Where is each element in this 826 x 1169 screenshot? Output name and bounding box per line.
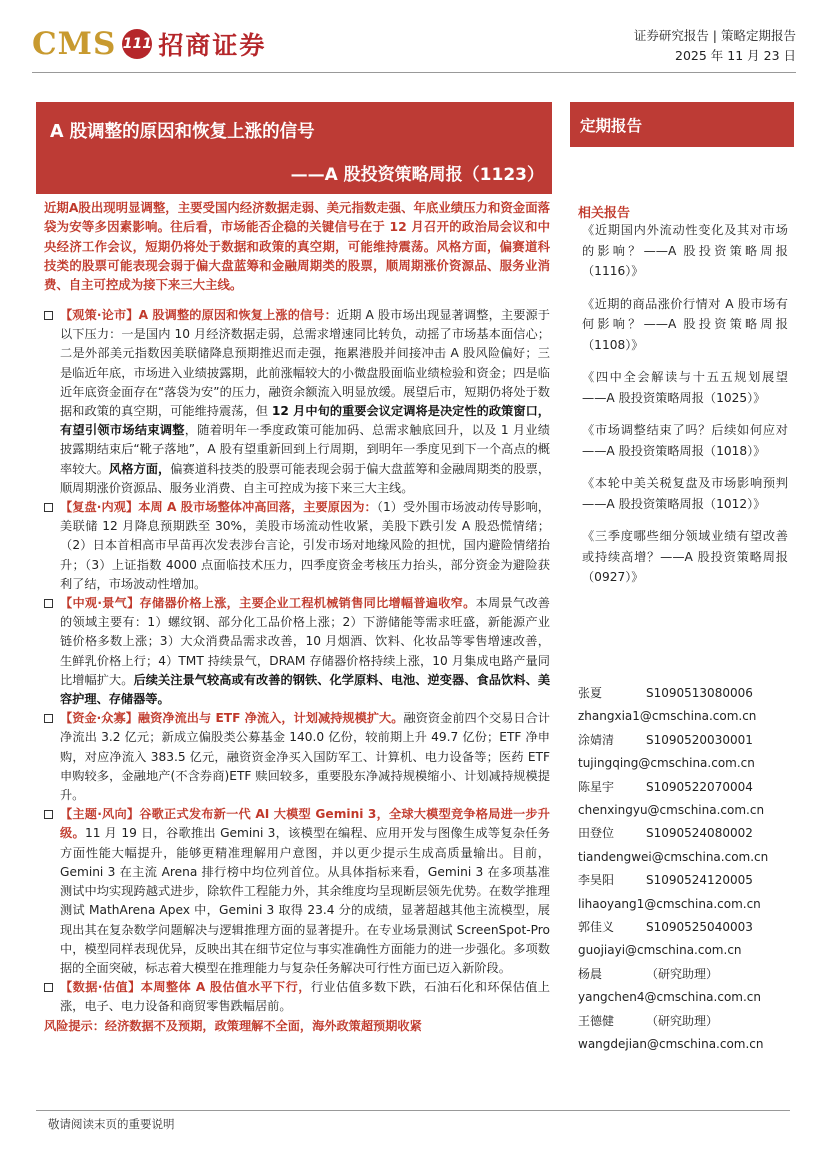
paragraph-text: ，随着明年一季度政策可能加码、总需求触底回升，以及 1 月业绩披露期结束后“靴子落地”，A 股有望重新回到上行周期，到明年一季度见到下一个高点的概率较大。 [60, 423, 550, 476]
bullet-square-icon [44, 714, 53, 723]
related-report-link[interactable]: 《近期国内外流动性变化及其对市场的影响？——A 股投资策略周报（1116）》 [582, 223, 788, 278]
company-logo [32, 24, 266, 64]
analyst-cert-id: S1090522070004 [646, 779, 753, 794]
bullet-square-icon [44, 810, 53, 819]
paragraph-text: 风格方面， [109, 461, 171, 476]
bullet-square-icon [44, 311, 53, 320]
analyst-row [578, 776, 788, 799]
bullet-paragraph [44, 805, 550, 978]
report-type: 证券研究报告 | 策略定期报告 [633, 28, 796, 43]
logo-mark-icon: 111 [122, 29, 152, 59]
related-reports-title: 相关报告 [578, 206, 631, 221]
analyst-cert-id: S1090520030001 [646, 732, 753, 747]
title-banner [36, 102, 552, 194]
paragraph-text: 11 月 19 日，谷歌推出 Gemini 3，该模型在编程、应用开发与图像生成等复杂任务方面性能大幅提升，能够更精准理解用户意图，并以更少提示生成高质量输出。目前，Gemini 3 在主流 Arena 排行榜中均位列首位。从具体指标来看，Gemini 3 在多项基准测试中均实现跨越式进步，除软件工程能力外，其余维度均呈现断层领先优势。在数学推理测试 MathArena Apex 中，Gemini 3 取得 23.4 分的成绩，显著超越其他主流模型，展现出其在复杂数学问题解决与逻辑推理方面的显著提升。在专业场景测试 ScreenSpot-Pro 中，模型同样表现优异，反映出其在细节定位与事实准确性方面能力的进一步强化。多项数据的全面突破，标志着大模型在推理能力与复杂任务解决可行性方面已迈入新阶段。 [60, 826, 551, 975]
bullet-paragraph [44, 498, 550, 594]
bullet-paragraph [44, 978, 550, 1016]
paragraph-text: 偏赛道科技类的股票可能表现会弱于偏大盘蓝筹和金融周期类的股票，顺周期涨价资源品、服务业消费、自主可控成为接下来三大主线。 [60, 461, 551, 495]
analyst-cert-id: S1090525040003 [646, 920, 753, 935]
analyst-email[interactable]: guojiayi@cmschina.com.cn [578, 943, 742, 958]
analyst-email[interactable]: yangchen4@cmschina.com.cn [578, 990, 761, 1005]
paragraph-heading: 【中观·景气】存储器价格上涨，主要企业工程机械销售同比增幅普遍收窄。 [60, 596, 476, 611]
related-report-link[interactable]: 《市场调整结束了吗？后续如何应对——A 股投资策略周报（1018）》 [582, 423, 788, 458]
analyst-email[interactable]: zhangxia1@cmschina.com.cn [578, 709, 757, 724]
report-tag: 定期报告 [570, 102, 794, 147]
analyst-name: 田登位 [578, 826, 615, 841]
page-subtitle: ——A 股投资策略周报（1123） [290, 165, 544, 185]
analyst-row [578, 729, 788, 752]
analyst-name: 陈星宇 [578, 779, 615, 794]
report-date: 2025 年 11 月 23 日 [675, 48, 796, 63]
analyst-cert-id: （研究助理） [646, 966, 719, 981]
paragraph-text: 后续关注景气较高或有改善的钢铁、化学原料、电池、逆变器、食品饮料、美容护理、存储器等。 [60, 672, 551, 707]
paragraph-heading: 【复盘·内观】本周 A 股市场整体冲高回落，主要原因为： [60, 500, 377, 515]
analyst-row [578, 916, 788, 939]
bullet-paragraph [44, 306, 550, 498]
analyst-name: 李昊阳 [578, 873, 615, 888]
paragraph-text: 12 月中旬的重要会议定调将是决定性的政策窗口，有望引领市场结束调整 [60, 404, 550, 438]
paragraph-heading: 【观策·论市】A 股调整的原因和恢复上涨的信号： [60, 308, 337, 322]
page-title: A 股调整的原因和恢复上涨的信号 [50, 122, 315, 142]
bullet-paragraph [44, 709, 550, 805]
bullet-square-icon [44, 599, 53, 608]
header-divider [32, 72, 796, 73]
risk-warning: 风险提示：经济数据不及预期，政策理解不全面，海外政策超预期收紧 [44, 1018, 422, 1033]
bullet-square-icon [44, 503, 53, 512]
analyst-email[interactable]: tujingqing@cmschina.com.cn [578, 756, 755, 771]
analyst-email[interactable]: wangdejian@cmschina.com.cn [578, 1037, 764, 1052]
analyst-name: 郭佳义 [578, 920, 615, 935]
analyst-name: 王德健 [578, 1013, 615, 1028]
analyst-row [578, 1010, 788, 1033]
analyst-email[interactable]: lihaoyang1@cmschina.com.cn [578, 896, 761, 911]
paragraph-text: 本周景气改善的领域主要有：1）螺纹钢、部分化工品价格上涨；2）下游储能等需求旺盛，新能源产业链价格多数上涨；3）大众消费品需求改善，10 月烟酒、饮料、化妆品等零售增速改善，生鲜乳价格上行；4）TMT 持续景气，DRAM 存储器价格持续上涨，10 月集成电路产量同比增幅扩大。 [60, 596, 550, 687]
analyst-row [578, 682, 788, 705]
footer-divider [36, 1110, 790, 1111]
analyst-row [578, 869, 788, 892]
paragraph-text: 近期 A 股市场出现显著调整，主要源于以下压力：一是国内 10 月经济数据走弱，总需求增速同比转负，动摇了市场基本面信心；二是外部美元指数因美联储降息预期推迟而走强，拖累港股并间接冲击 A 股风险偏好；三是临近年底，市场进入业绩披露期，此前涨幅较大的小微盘股面临业绩检验和资金；四是临近年底资金面存在“落袋为安”的压力，融资余额流入明显放缓。展望后市，短期仍将处于数据和政策的真空期，可能维持震荡，但 [60, 308, 550, 419]
analyst-row [578, 822, 788, 845]
summary-paragraph: 近期A股出现明显调整，主要受国内经济数据走弱、美元指数走强、年底业绩压力和资金面落袋为安等多因素影响。往后看，市场能否企稳的关键信号在于 12 月召开的政治局会议和中央经济工作会议，短期仍将处于数据和政策的真空期，可能维持震荡。风格方面，偏赛道科技类的股票可能表现会弱于偏大盘蓝筹和金融周期类的股票，顺周期涨价资源品、服务业消费、自主可控成为接下来三大主线。 [44, 200, 550, 293]
analyst-name: 张夏 [578, 686, 603, 700]
paragraph-text: 融资资金前四个交易日合计净流出 3.2 亿元；新成立偏股类公募基金 140.0 亿份，较前期上升 49.7 亿份；ETF 净申购，对应净流入 383.5 亿元，融资资金净买入国防军工、计算机、电力设备等；医药 ETF 申购较多，金融地产(不含券商)ETF 赎回较多，重要股东净减持规模缩小、计划减持规模提升。 [60, 711, 550, 803]
logo-latin: CMS [32, 26, 117, 62]
analyst-row [578, 963, 788, 986]
related-reports-list [582, 220, 788, 600]
related-report-link[interactable]: 《三季度哪些细分领域业绩有望改善或持续高增？——A 股投资策略周报（0927）》 [582, 529, 788, 584]
footer-note: 敬请阅读末页的重要说明 [48, 1117, 175, 1131]
bullet-square-icon [44, 983, 53, 992]
logo-chinese: 招商证券 [158, 31, 267, 60]
analyst-list [578, 682, 788, 1057]
analyst-cert-id: S1090513080006 [646, 686, 753, 700]
main-content [44, 306, 550, 1036]
paragraph-text: （1）受外围市场波动传导影响，美联储 12 月降息预期跌至 30%，美股市场流动性收紧，美股下跌引发 A 股恐慌情绪；（2）日本首相高市早苗再次发表涉台言论，引发市场对地缘风险的担忧，国内避险情绪抬升；（3）上证指数 4000 点面临技术压力，四季度资金考核压力抬头，部分资金为避险获利了结，市场波动性增加。 [60, 500, 550, 591]
analyst-email[interactable]: chenxingyu@cmschina.com.cn [578, 803, 765, 818]
analyst-cert-id: （研究助理） [646, 1013, 719, 1028]
analyst-email[interactable]: tiandengwei@cmschina.com.cn [578, 849, 769, 864]
report-meta [634, 26, 796, 66]
bullet-paragraph [44, 594, 550, 709]
related-report-link[interactable]: 《本轮中美关税复盘及市场影响预判——A 股投资策略周报（1012）》 [582, 476, 788, 511]
paragraph-text: 行业估值多数下跌，石油石化和环保估值上涨，电子、电力设备和商贸零售跌幅居前。 [60, 980, 550, 1014]
analyst-cert-id: S1090524120005 [646, 873, 753, 888]
analyst-cert-id: S1090524080002 [646, 826, 753, 841]
paragraph-heading: 【资金·众寡】融资净流出与 ETF 净流入，计划减持规模扩大。 [60, 711, 404, 726]
paragraph-heading: 【数据·估值】本周整体 A 股估值水平下行， [60, 980, 311, 995]
analyst-name: 涂婧清 [578, 732, 615, 747]
paragraph-heading: 【主题·风向】谷歌正式发布新一代 AI 大模型 Gemini 3，全球大模型竞争格局进一步升级。 [60, 807, 550, 841]
analyst-name: 杨晨 [578, 966, 603, 981]
related-report-link[interactable]: 《近期的商品涨价行情对 A 股市场有何影响？——A 股投资策略周报（1108）》 [582, 296, 788, 352]
related-report-link[interactable]: 《四中全会解读与十五五规划展望——A 股投资策略周报（1025）》 [582, 370, 788, 405]
